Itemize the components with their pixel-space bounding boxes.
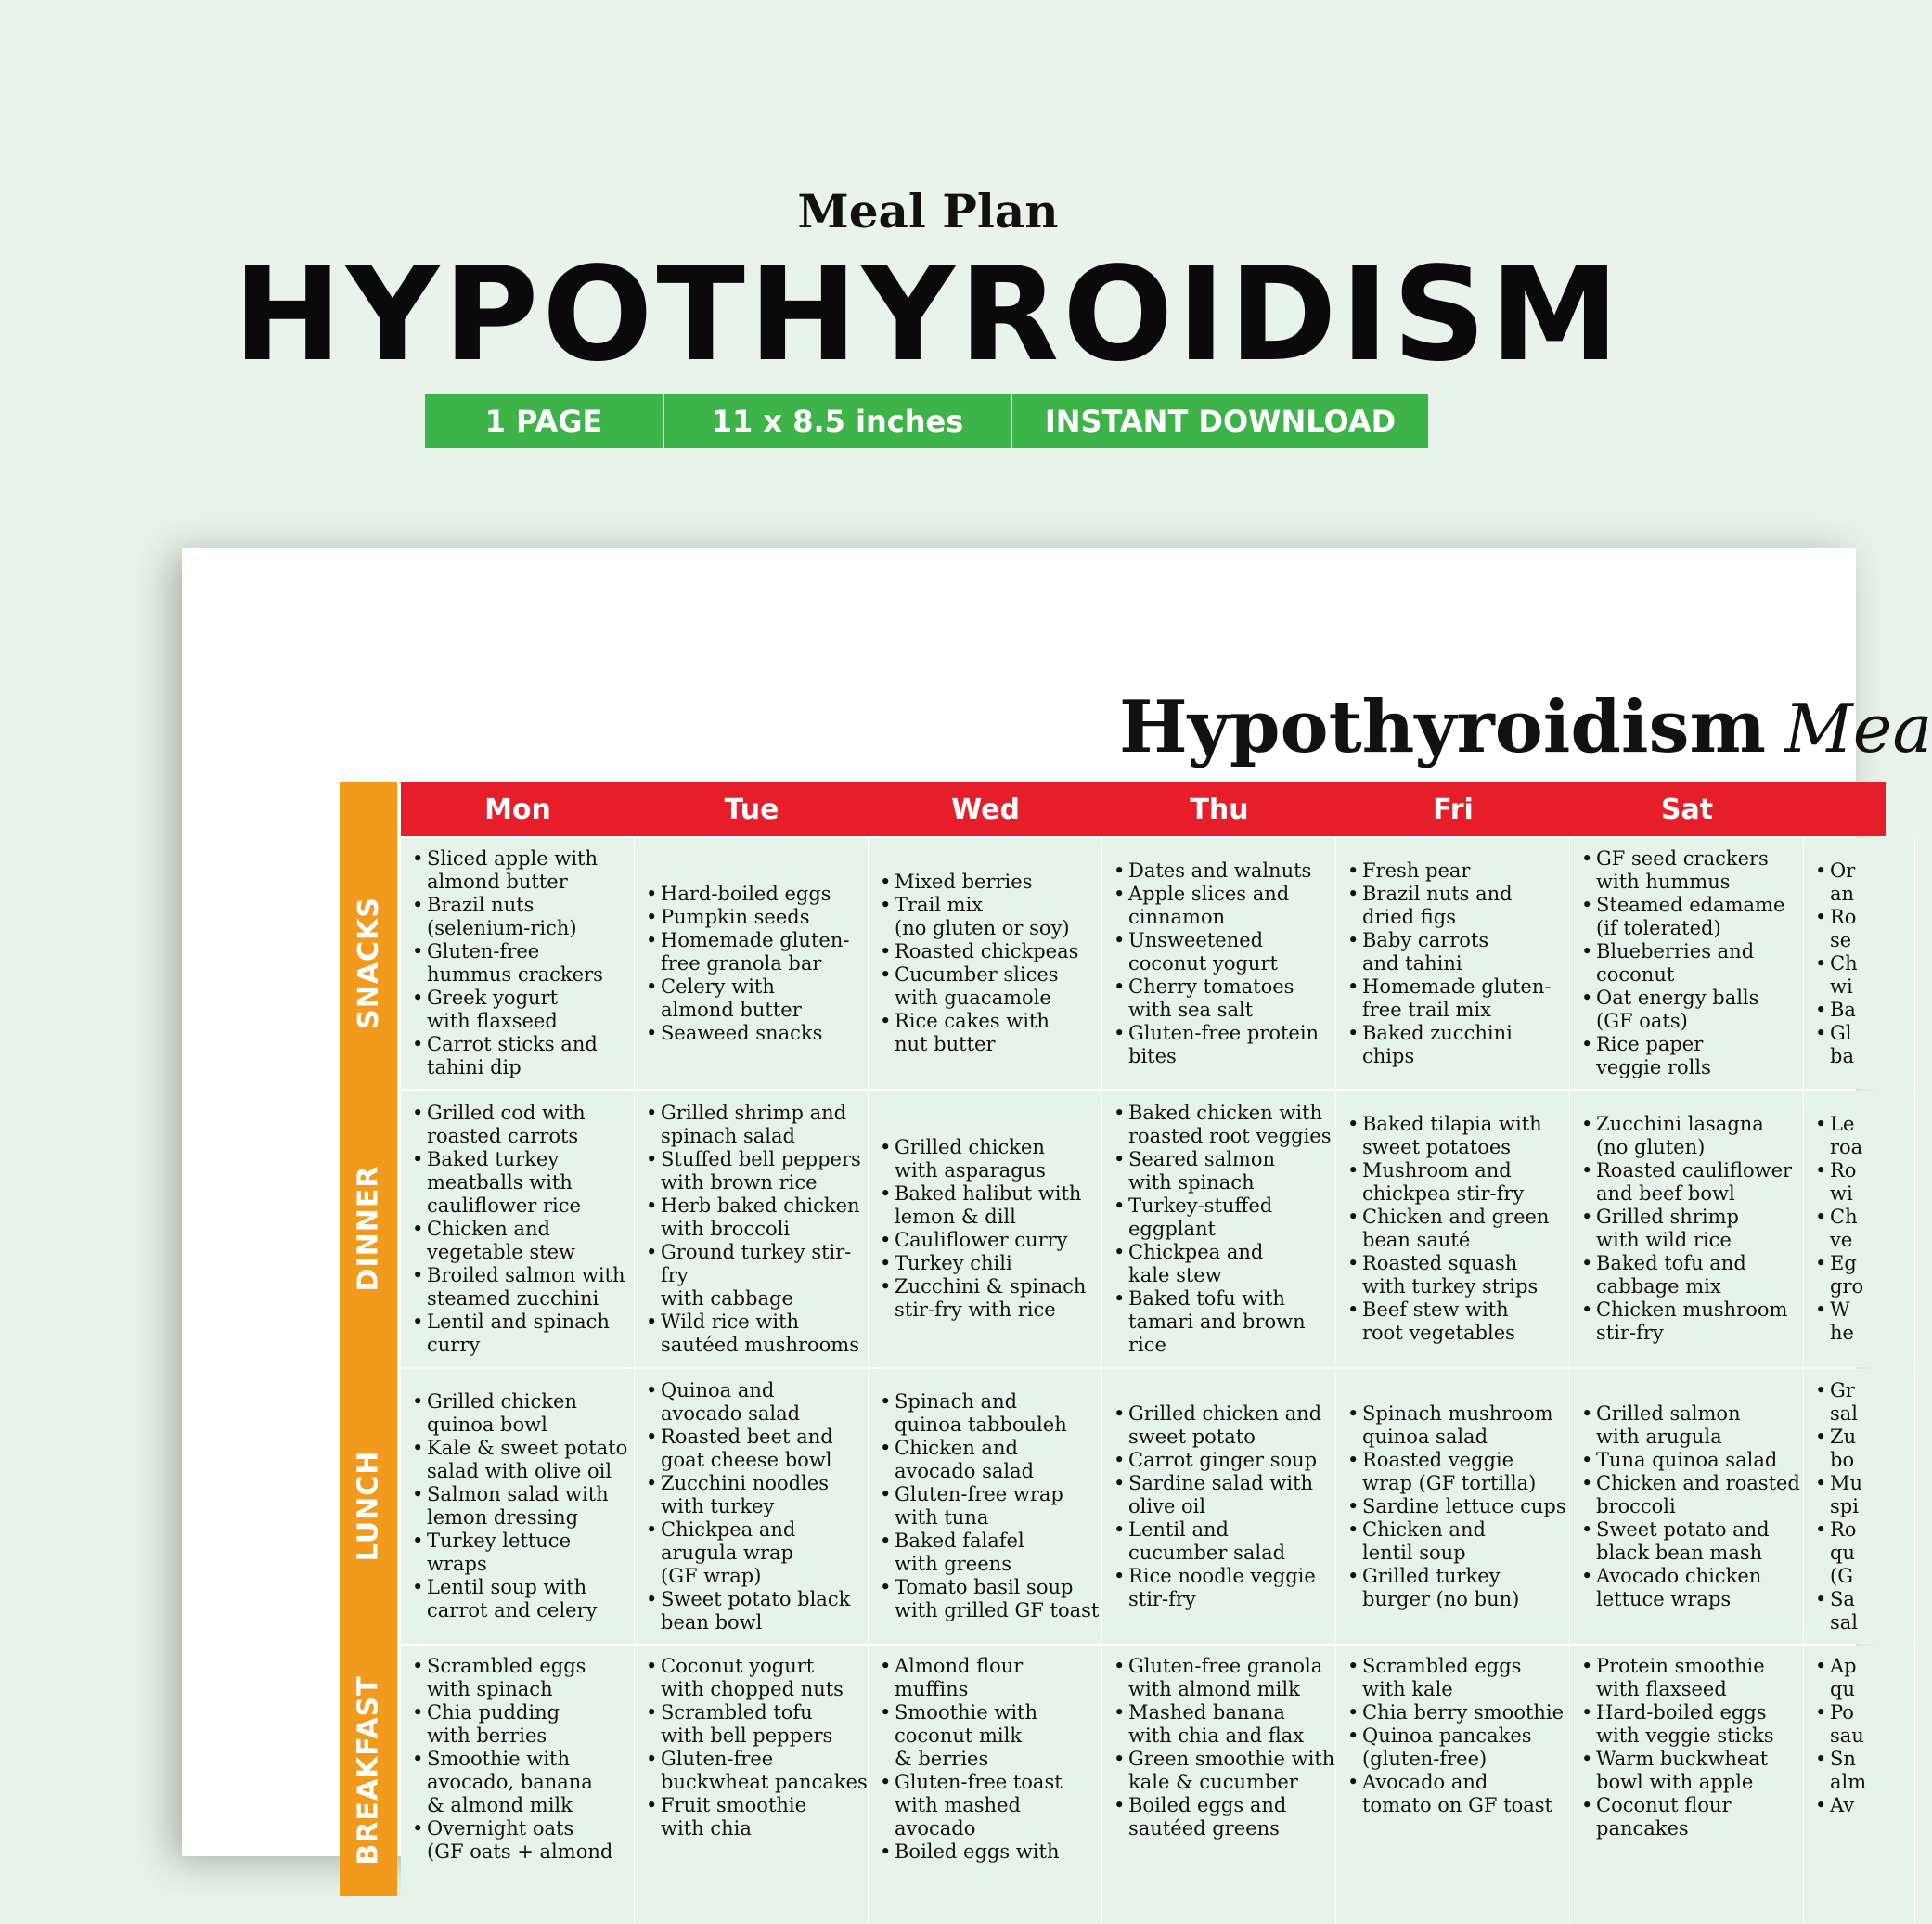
meal-item: • Coconut yogurt with chopped nuts [646,1655,868,1701]
meal-item: • Cherry tomatoes with sea salt [1114,975,1335,1022]
meal-list [401,1655,634,1864]
meal-item: • Sardine lettuce cups [1347,1495,1569,1518]
meal-item: • Green smoothie with kale & cucumber [1114,1748,1335,1794]
meal-item: • Rice cakes with nut butter [880,1010,1101,1056]
meal-item: • Almond flour muffins [880,1655,1101,1701]
meal-item: • Warm buckwheat bowl with apple [1581,1748,1803,1794]
meal-list [1804,1113,1914,1345]
meal-list [1102,1402,1335,1611]
meal-item: • Coconut flour pancakes [1581,1794,1803,1840]
meal-item: • Chia berry smoothie [1347,1701,1569,1724]
sheet-title-script: Mea [1784,690,1932,768]
meal-item: • Beef stew with root vegetables [1347,1298,1569,1345]
meal-item: • Seaweed snacks [646,1022,868,1045]
meal-list [1804,1655,1914,1817]
meal-item: • Mushroom and chickpea stir-fry [1347,1159,1569,1206]
meal-item: • Baked tofu and cabbage mix [1581,1252,1803,1298]
meal-item: • Spinach and quinoa tabbouleh [880,1390,1101,1437]
row-label-breakfast: BREAKFAST [352,1674,385,1866]
badge-pages: 1 PAGE [425,394,664,448]
meal-cell-dinner-tue [635,1091,869,1367]
meal-list [1570,1655,1803,1840]
meal-cell-dinner-mon [401,1091,635,1367]
meal-item: • Baked chicken with roasted root veggies [1114,1102,1335,1148]
meal-item: • Homemade gluten- free granola bar [646,929,868,975]
meal-item: • Baked tilapia with sweet potatoes [1347,1113,1569,1159]
meal-item: • Chicken and vegetable stew [412,1218,634,1264]
meal-item: • Unsweetened coconut yogurt [1114,929,1335,975]
meal-item: • Gluten-free toast with mashed avocado [880,1771,1101,1840]
meal-item: • Chicken mushroom stir-fry [1581,1298,1803,1345]
badge-bar [425,394,1428,448]
meal-item: • Celery with almond butter [646,975,868,1022]
meal-item: • Or an [1815,859,1914,906]
meal-cell-lunch-wed [869,1369,1102,1644]
meal-cell-breakfast-fri [1336,1646,1570,1924]
meal-item: • Chickpea and kale stew [1114,1241,1335,1287]
meal-item: • Roasted chickpeas [880,940,1101,963]
meal-item: • Brazil nuts (selenium-rich) [412,894,634,940]
row-label-snacks: SNACKS [352,896,385,1029]
meal-item: • Smoothie with coconut milk & berries [880,1701,1101,1771]
meal-list [869,1655,1101,1864]
meal-cell-breakfast-sat [1570,1646,1804,1924]
meal-item: • Po sau [1815,1701,1914,1748]
meal-list [635,1655,868,1840]
meal-cell-snacks-mon [401,838,635,1089]
meal-item: • Turkey chili [880,1252,1101,1275]
meal-list [401,847,634,1079]
meal-item: • Mashed banana with chia and flax [1114,1701,1335,1748]
meal-cell-snacks-sat [1570,838,1804,1089]
meal-item: • Sardine salad with olive oil [1114,1472,1335,1518]
meal-list [1804,859,1914,1068]
meal-item: • Cauliflower curry [880,1229,1101,1252]
meal-item: • Gluten-free buckwheat pancakes [646,1748,868,1794]
meal-item: • Ro wi [1815,1159,1914,1206]
meal-item: • Chicken and green bean sauté [1347,1206,1569,1252]
meal-item: • Ba [1815,999,1914,1022]
meal-item: • Carrot sticks and tahini dip [412,1033,634,1079]
meal-list [401,1390,634,1622]
meal-item: • Lentil and cucumber salad [1114,1518,1335,1565]
meal-cell-breakfast-partial [1804,1646,1915,1924]
meal-list [1570,1113,1803,1345]
meal-item: • Homemade gluten- free trail mix [1347,975,1569,1022]
row-label-dinner: DINNER [352,1165,385,1291]
meal-item: • Ro se [1815,906,1914,952]
meal-list [1804,1379,1914,1634]
meal-item: • W he [1815,1298,1914,1345]
meal-item: • Baked halibut with lemon & dill [880,1182,1101,1229]
day-header: Sat [1660,793,1714,826]
meal-item: • Turkey-stuffed eggplant [1114,1194,1335,1241]
meal-item: • Roasted beet and goat cheese bowl [646,1426,868,1472]
meal-item: • Ap qu [1815,1655,1914,1701]
day-header: Fri [1433,793,1474,826]
day-header-row [401,782,1886,836]
meal-list [401,1102,634,1357]
meal-item: • Ro qu (G [1815,1518,1914,1588]
meal-cell-breakfast-thu [1102,1646,1336,1924]
meal-item: • Mixed berries [880,871,1101,894]
meal-item: • Cucumber slices with guacamole [880,963,1101,1010]
row-label-column [340,782,397,1896]
meal-item: • Ch wi [1815,952,1914,999]
meal-item: • Fruit smoothie with chia [646,1794,868,1840]
sheet-title-main: Hypothyroidism [1119,685,1767,769]
meal-item: • Chicken and lentil soup [1347,1518,1569,1565]
meal-cell-dinner-fri [1336,1091,1570,1367]
meal-item: • Grilled shrimp and spinach salad [646,1102,868,1148]
meal-list [869,871,1101,1056]
meal-item: • Seared salmon with spinach [1114,1148,1335,1194]
meal-list [1336,1402,1569,1611]
hero-subtitle: Meal Plan [797,184,1059,239]
meal-cell-breakfast-wed [869,1646,1102,1924]
meal-cell-breakfast-tue [635,1646,869,1924]
meal-item: • GF seed crackers with hummus [1581,847,1803,894]
meal-item: • Broiled salmon with steamed zucchini [412,1264,634,1311]
meal-list [1336,1655,1569,1817]
meal-item: • Tuna quinoa salad [1581,1449,1803,1472]
meal-cell-lunch-mon [401,1369,635,1644]
meal-item: • Fresh pear [1347,859,1569,883]
meal-item: • Sn alm [1815,1748,1914,1794]
meal-item: • Roasted veggie wrap (GF tortilla) [1347,1449,1569,1495]
meal-cell-dinner-wed [869,1091,1102,1367]
meal-list [1102,1102,1335,1357]
meal-item: • Sweet potato black bean bowl [646,1588,868,1634]
meal-item: • Smoothie with avocado, banana & almond milk [412,1748,634,1817]
meal-item: • Gl ba [1815,1022,1914,1068]
meal-list [1102,1655,1335,1840]
meal-item: • Grilled shrimp with wild rice [1581,1206,1803,1252]
meal-item: • Overnight oats (GF oats + almond [412,1817,634,1864]
meal-item: • Quinoa and avocado salad [646,1379,868,1426]
badge-size: 11 x 8.5 inches [664,394,1012,448]
meal-item: • Mu spi [1815,1472,1914,1518]
meal-cell-snacks-fri [1336,838,1570,1089]
meal-item: • Baby carrots and tahini [1347,929,1569,975]
meal-list [1570,847,1803,1079]
meal-item: • Roasted cauliflower and beef bowl [1581,1159,1803,1206]
meal-item: • Gr sal [1815,1379,1914,1426]
meal-item: • Baked zucchini chips [1347,1022,1569,1068]
meal-item: • Hard-boiled eggs [646,883,868,906]
meal-cell-snacks-thu [1102,838,1336,1089]
meal-item: • Ground turkey stir-fry with cabbage [646,1241,868,1311]
meal-cell-snacks-partial [1804,838,1915,1089]
meal-item: • Gluten-free wrap with tuna [880,1483,1101,1530]
meal-list [635,1379,868,1634]
meal-list [869,1390,1101,1622]
day-header: Thu [1190,793,1249,826]
meal-item: • Grilled chicken quinoa bowl [412,1390,634,1437]
meal-item: • Ch ve [1815,1206,1914,1252]
meal-list [1336,1113,1569,1345]
meal-item: • Protein smoothie with flaxseed [1581,1655,1803,1701]
meal-item: • Tomato basil soup with grilled GF toast [880,1576,1101,1622]
meal-item: • Eg gro [1815,1252,1914,1298]
meal-item: • Grilled turkey burger (no bun) [1347,1565,1569,1611]
meal-list [1102,859,1335,1068]
meal-item: • Hard-boiled eggs with veggie sticks [1581,1701,1803,1748]
meal-item: • Chickpea and arugula wrap (GF wrap) [646,1518,868,1588]
meal-list [1570,1402,1803,1611]
hero-title: HYPOTHYROIDISM [233,239,1623,391]
row-label-lunch: LUNCH [352,1450,385,1561]
meal-item: • Lentil soup with carrot and celery [412,1576,634,1622]
meal-item: • Scrambled tofu with bell peppers [646,1701,868,1748]
meal-list [635,1102,868,1357]
meal-item: • Gluten-free granola with almond milk [1114,1655,1335,1701]
meal-cell-lunch-sat [1570,1369,1804,1644]
meal-item: • Av [1815,1794,1914,1817]
meal-item: • Trail mix (no gluten or soy) [880,894,1101,940]
meal-cell-lunch-fri [1336,1369,1570,1644]
meal-item: • Le roa [1815,1113,1914,1159]
meal-item: • Zucchini & spinach stir-fry with rice [880,1275,1101,1322]
sheet-title [1119,685,1932,769]
meal-item: • Scrambled eggs with kale [1347,1655,1569,1701]
day-header: Tue [724,793,779,826]
meal-item: • Herb baked chicken with broccoli [646,1194,868,1241]
meal-item: • Wild rice with sautéed mushrooms [646,1311,868,1357]
meal-item: • Grilled salmon with arugula [1581,1402,1803,1449]
meal-item: • Carrot ginger soup [1114,1449,1335,1472]
meal-item: • Pumpkin seeds [646,906,868,929]
meal-item: • Boiled eggs with [880,1840,1101,1864]
day-header: Mon [484,793,551,826]
meal-cell-lunch-thu [1102,1369,1336,1644]
meal-item: • Sliced apple with almond butter [412,847,634,894]
meal-cell-snacks-wed [869,838,1102,1089]
day-header: Wed [951,793,1020,826]
meal-item: • Greek yogurt with flaxseed [412,987,634,1033]
meal-item: • Boiled eggs and sautéed greens [1114,1794,1335,1840]
meal-item: • Baked tofu with tamari and brown rice [1114,1287,1335,1357]
meal-item: • Kale & sweet potato salad with olive oil [412,1437,634,1483]
meal-item: • Grilled chicken with asparagus [880,1136,1101,1182]
meal-item: • Baked falafel with greens [880,1530,1101,1576]
meal-item: • Zucchini noodles with turkey [646,1472,868,1518]
meal-item: • Chicken and roasted broccoli [1581,1472,1803,1518]
meal-cell-dinner-partial [1804,1091,1915,1367]
meal-item: • Rice paper veggie rolls [1581,1033,1803,1079]
meal-item: • Chia pudding with berries [412,1701,634,1748]
meal-cell-lunch-tue [635,1369,869,1644]
meal-item: • Gluten-free protein bites [1114,1022,1335,1068]
meal-item: • Quinoa pancakes (gluten-free) [1347,1724,1569,1771]
meal-cell-lunch-partial [1804,1369,1915,1644]
meal-item: • Baked turkey meatballs with cauliflower rice [412,1148,634,1218]
meal-list [635,883,868,1045]
meal-item: • Oat energy balls (GF oats) [1581,987,1803,1033]
meal-cell-breakfast-mon [401,1646,635,1924]
meal-item: • Zu bo [1815,1426,1914,1472]
meal-item: • Stuffed bell peppers with brown rice [646,1148,868,1194]
meal-item: • Sweet potato and black bean mash [1581,1518,1803,1565]
meal-item: • Avocado chicken lettuce wraps [1581,1565,1803,1611]
meal-item: • Brazil nuts and dried figs [1347,883,1569,929]
meal-item: • Apple slices and cinnamon [1114,883,1335,929]
badge-download: INSTANT DOWNLOAD [1044,404,1397,439]
meal-list [869,1136,1101,1322]
meal-item: • Lentil and spinach curry [412,1311,634,1357]
meal-item: • Spinach mushroom quinoa salad [1347,1402,1569,1449]
meal-cell-snacks-tue [635,838,869,1089]
meal-list [1336,859,1569,1068]
meal-item: • Grilled cod with roasted carrots [412,1102,634,1148]
meal-item: • Dates and walnuts [1114,859,1335,883]
meal-item: • Grilled chicken and sweet potato [1114,1402,1335,1449]
meal-item: • Chicken and avocado salad [880,1437,1101,1483]
meal-cell-dinner-sat [1570,1091,1804,1367]
meal-item: • Salmon salad with lemon dressing [412,1483,634,1530]
meal-item: • Steamed edamame (if tolerated) [1581,894,1803,940]
meal-item: • Roasted squash with turkey strips [1347,1252,1569,1298]
meal-item: • Sa sal [1815,1588,1914,1634]
meal-item: • Turkey lettuce wraps [412,1530,634,1576]
meal-item: • Gluten-free hummus crackers [412,940,634,987]
meal-item: • Blueberries and coconut [1581,940,1803,987]
meal-item: • Zucchini lasagna (no gluten) [1581,1113,1803,1159]
meal-item: • Rice noodle veggie stir-fry [1114,1565,1335,1611]
meal-item: • Avocado and tomato on GF toast [1347,1771,1569,1817]
meal-cell-dinner-thu [1102,1091,1336,1367]
meal-item: • Scrambled eggs with spinach [412,1655,634,1701]
meal-plan-sheet [182,548,1932,1866]
